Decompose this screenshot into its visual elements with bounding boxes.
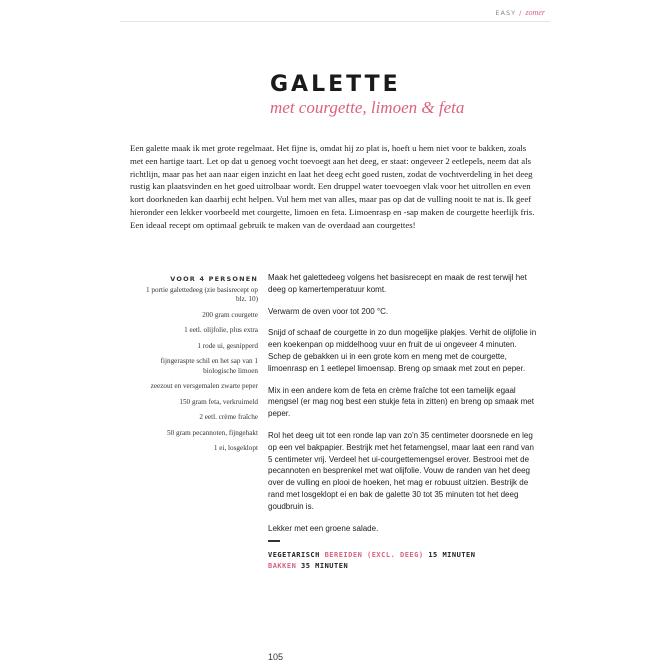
timing-divider (268, 540, 280, 542)
category-label: zomer (525, 8, 545, 17)
timing-line-bake (268, 561, 540, 572)
ingredient-item: 1 rode ui, gesnipperd (197, 341, 258, 350)
prep-time: 15 MINUTEN (428, 550, 476, 559)
ingredient-item: 1 eetl. olijfolie, plus extra (184, 326, 258, 334)
method-step: Snijd of schaaf de courgette in zo dun mogelijke plakjes. Verhit de olijfolie in een koekenpan op middelhoog vuur en fruit de ui ongeveer 4 minuten. Schep de gebakken ui in een grote kom en meng met de courgette, limoenrasp en 1 eetlepel limoensap. Breng op smaak met zout en peper. (268, 328, 537, 373)
method-step: Lekker met een groene salade. (268, 523, 379, 533)
method-step: Mix in een andere kom de feta en crème fraîche tot een tamelijk egaal mengsel (er mag nog best een stukje feta in zitten) en breng op smaak met peper. (268, 385, 534, 419)
recipe-title: GALETTE (270, 72, 401, 97)
bake-time: 35 MINUTEN (301, 561, 349, 570)
section-label: EASY (495, 9, 517, 17)
recipe-subtitle: met courgette, limoen & feta (270, 98, 465, 117)
ingredient-item: 150 gram feta, verkruimeld (179, 397, 258, 406)
prep-label: BEREIDEN (EXCL. DEEG) (324, 550, 424, 559)
method-step: Rol het deeg uit tot een ronde lap van zo'n 35 centimeter doorsnede en leg op een vel bakpapier. Bestrijk met het fetamengsel, maar laat een rand van 5 centimeter vrij. Verdeel het ui-courgettemengsel erover. Bestrooi met de pecannoten en besprenkel met wat olijfolie. Vouw de randen van het deeg over de vulling en plooi de hoeken, het mag er robuust uitzien. Bestrijk de rand met losgeklopt ei en bak de galette 30 tot 35 minuten tot het deeg goudbruin is. (268, 430, 534, 511)
page-number: 105 (268, 652, 284, 662)
section-tag (495, 8, 545, 17)
ingredient-item: zeezout en versgemalen zwarte peper (150, 382, 258, 390)
ingredient-item: 200 gram courgette (202, 310, 258, 319)
ingredient-item: 2 eetl. crème fraîche (199, 413, 258, 421)
timing-line-prep (268, 550, 540, 561)
servings-label: VOOR 4 PERSONEN (170, 275, 258, 283)
method-step: Verwarm de oven voor tot 200 °C. (268, 306, 389, 316)
header-divider (120, 21, 550, 22)
ingredient-item: fijngeraspte schil en het sap van 1 biologische limoen (160, 357, 258, 375)
ingredient-item: 1 portie galettedeeg (zie basisrecept op blz. 10) (146, 285, 258, 303)
method-step: Maak het galettedeeg volgens het basisrecept en maak de rest terwijl het deeg op kamertemperatuur komt. (268, 273, 527, 294)
bake-label: BAKKEN (268, 561, 297, 570)
method-column (268, 272, 540, 572)
ingredients-column (140, 275, 258, 460)
section-separator: / (519, 9, 523, 17)
vegetarian-label: VEGETARISCH (268, 550, 320, 559)
intro-paragraph: Een galette maak ik met grote regelmaat. Het fijne is, omdat hij zo plat is, hoeft u hem niet voor te bakken, zoals met een hartige taart. Let op dat u genoeg vocht toevoegt aan het deeg, er staat: ongeveer 2 eetlepels, neem dat als richtlijn, maar pas het aan naar eigen inzicht en laat het deeg echt goed rusten, zodat de vochtverdeling in het deeg rustig kan plaatsvinden en het goed uitrolbaar wordt. Een druppel water toevoegen vlak voor het uitrollen en even kort doorkneden kan daarbij echt helpen. Vul hem met van alles, maar pas op dat de vulling nooit te nat is. Ik geef hieronder een lekker voorbeeld met courgette, limoen en feta. Limoenrasp en -sap maken de courgette heerlijk fris. Een ideaal recept om optimaal gebruik te maken van de overdaad aan courgettes! (130, 143, 535, 230)
ingredient-item: 1 ei, losgeklopt (213, 444, 258, 452)
ingredient-item: 50 gram pecannoten, fijngehakt (166, 428, 258, 437)
